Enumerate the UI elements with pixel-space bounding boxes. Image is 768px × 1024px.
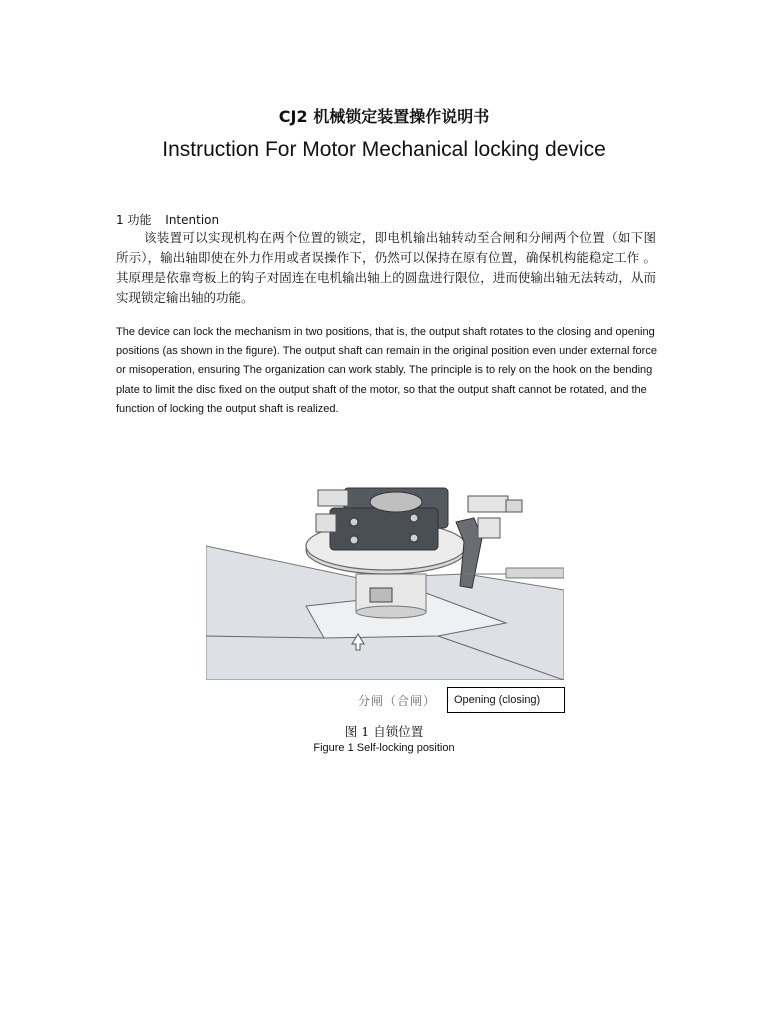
figure-caption-cn: 图 1 自锁位置 xyxy=(344,724,424,739)
section-heading-cn: 1 功能 xyxy=(116,213,152,227)
figure-label-cn: 分闸（合闸） xyxy=(358,694,437,708)
clamp-block-lower xyxy=(330,508,438,550)
name-plate xyxy=(370,588,392,602)
document-title-en: Instruction For Motor Mechanical locking device xyxy=(162,138,606,161)
section-heading-en: Intention xyxy=(165,213,220,227)
bracket-rail xyxy=(506,568,564,578)
spline-bore xyxy=(370,492,422,512)
document-title-cn: CJ2 机械锁定装置操作说明书 xyxy=(278,107,490,126)
locking-device-illustration xyxy=(206,478,564,680)
section-heading xyxy=(116,211,219,228)
paragraph-cn: 该装置可以实现机构在两个位置的锁定，即电机输出轴转动至合闸和分闸两个位置（如下图所示），输出轴即使在外力作用或者误操作下，仍然可以保持在原有位置，确保机构能稳定工作 。其原理是依靠弯板上的钩子对固连在电机输出轴上的圆盘进行限位，进而使输出轴无法转动，从而实现锁定输出轴的功能。 xyxy=(116,230,656,305)
figure-caption-en: Figure 1 Self-locking position xyxy=(313,742,455,754)
paragraph-en: The device can lock the mechanism in two positions, that is, the output shaft rotates to the closing and opening positions (as shown in the figure). The output shaft can remain in the original position even under external force or misoperation, ensuring The organization can work stably. The principle is to rely on the hook on the bending plate to limit the disc fixed on the output shaft of the motor, so that the output shaft cannot be rotated, and the function of locking the output shaft is realized. xyxy=(116,326,657,415)
bending-plate xyxy=(468,496,508,512)
figure-label-en-box: Opening (closing) xyxy=(447,687,565,713)
left-latch xyxy=(318,490,348,506)
